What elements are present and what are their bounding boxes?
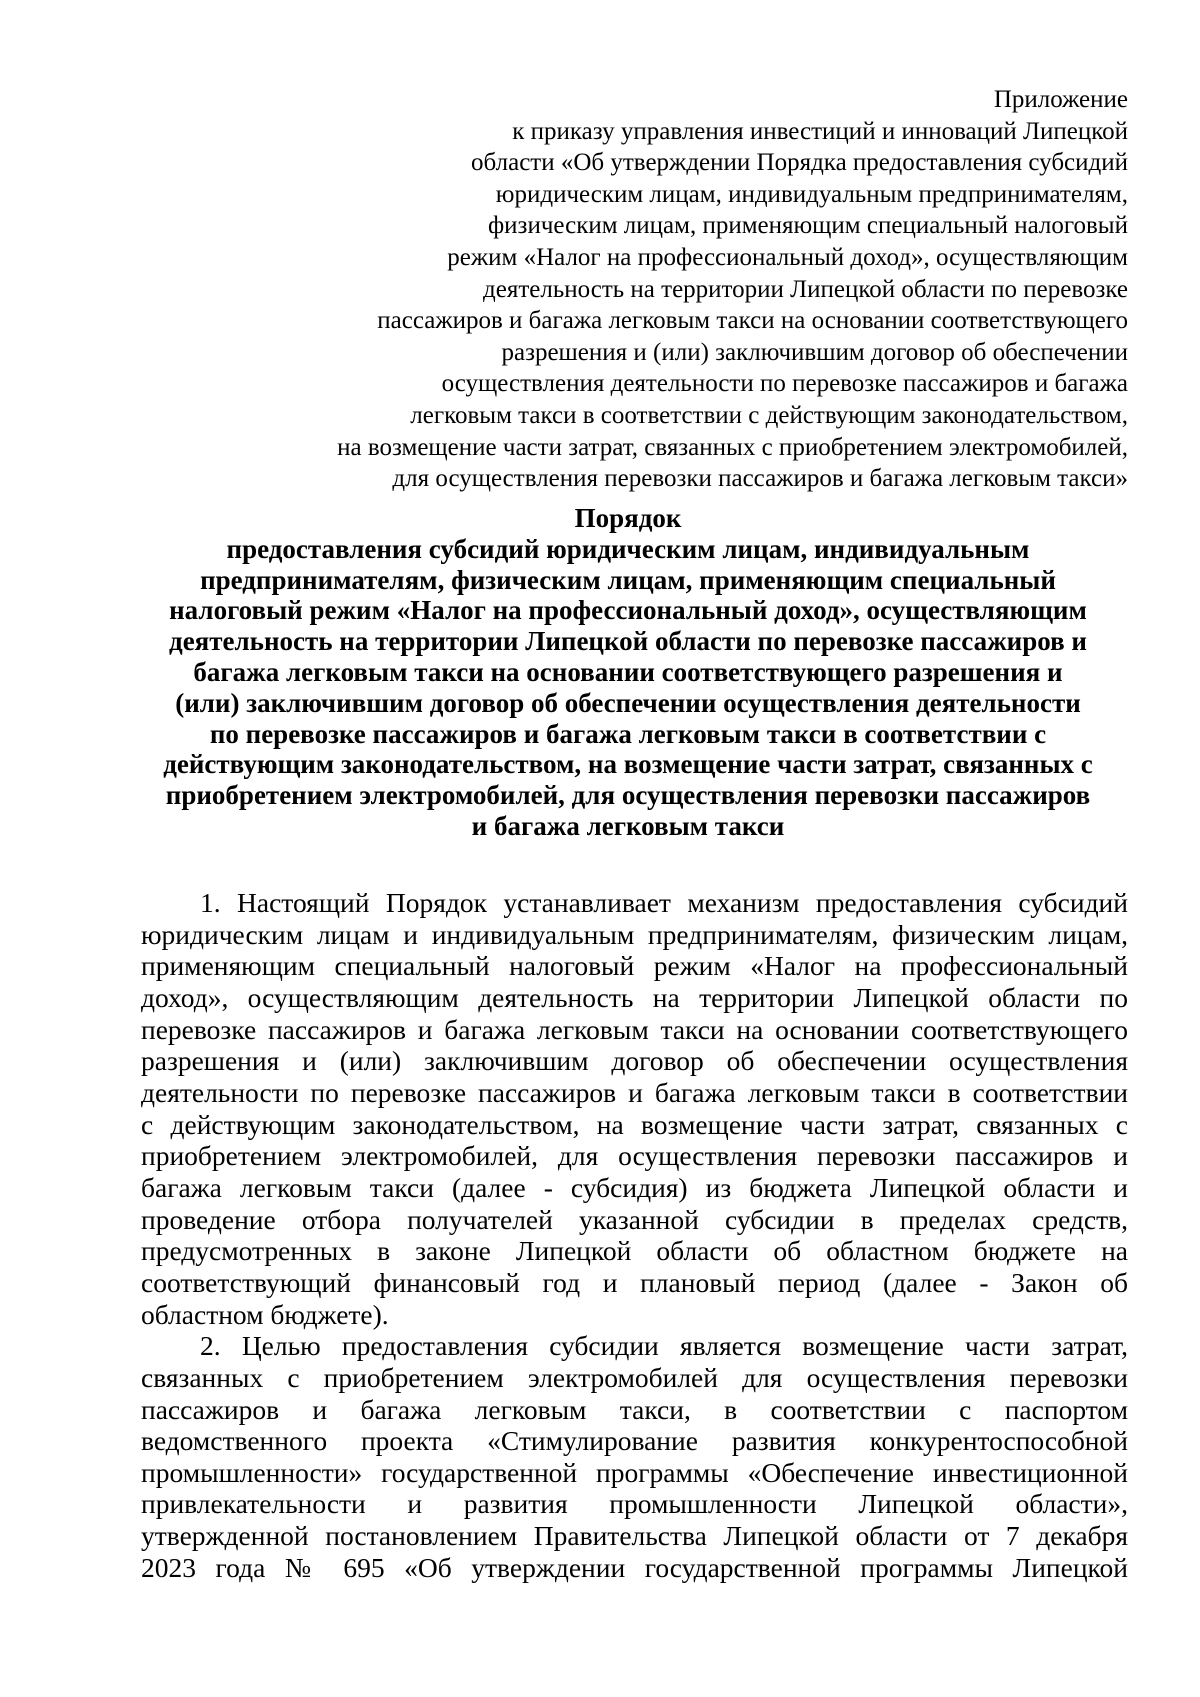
paragraph-line: юридическим лицам и индивидуальным предпринимателям, физическим лицам, <box>141 918 1128 950</box>
paragraph-line: разрешения и (или) заключившим договор об обеспечении осуществления <box>141 1045 1128 1077</box>
appendix-line: на возмещение части затрат, связанных с приобретением электромобилей, <box>337 433 1128 461</box>
paragraph-line: областном бюджете). <box>141 1298 389 1330</box>
appendix-line: разрешения и (или) заключившим договор об обеспечении <box>501 338 1128 366</box>
paragraph-line: 2. Целью предоставления субсидии является возмещение части затрат, <box>200 1330 1128 1362</box>
paragraph-line: предусмотренных в законе Липецкой области об областном бюджете на <box>141 1235 1128 1267</box>
title-line: Порядок <box>574 503 682 533</box>
appendix-line: осуществления деятельности по перевозке пассажиров и багажа <box>441 370 1128 398</box>
title-line: по перевозке пассажиров и багажа легковым такси в соответствии с <box>209 718 1047 749</box>
paragraph-line: с действующим законодательством, на возмещение части затрат, связанных с <box>141 1108 1128 1140</box>
paragraph-1 <box>141 887 1128 1330</box>
appendix-line: Приложение <box>993 86 1128 113</box>
title-line: багажа легковым такси на основании соответствующего разрешения и <box>193 656 1063 687</box>
title-line: деятельность на территории Липецкой области по перевозке пассажиров и <box>169 626 1087 657</box>
paragraph-line: связанных с приобретением электромобилей для осуществления перевозки <box>141 1361 1128 1393</box>
document-body <box>141 887 1128 1583</box>
title-line: предоставления субсидий юридическим лицам, индивидуальным <box>226 533 1030 564</box>
paragraph-line: багажа легковым такси (далее - субсидия) из бюджета Липецкой области и <box>141 1171 1128 1203</box>
appendix-heading <box>200 84 1128 495</box>
appendix-line: легковым такси в соответствии с действующим законодательством, <box>410 401 1128 429</box>
appendix-line: пассажиров и багажа легковым такси на основании соответствующего <box>377 307 1128 335</box>
paragraph-line: 1. Настоящий Порядок устанавливает механизм предоставления субсидий <box>200 887 1128 918</box>
appendix-line: физическим лицам, применяющим специальный налоговый <box>487 212 1128 240</box>
paragraph-line: деятельности по перевозке пассажиров и багажа легковым такси в соответствии <box>141 1076 1128 1108</box>
paragraph-line: проведение отбора получателей указанной субсидии в пределах средств, <box>141 1203 1128 1235</box>
paragraph-2 <box>141 1330 1128 1583</box>
title-line: предпринимателям, физическим лицам, применяющим специальный <box>200 564 1056 595</box>
appendix-line: для осуществления перевозки пассажиров и багажа легковым такси» <box>392 465 1128 493</box>
appendix-line: режим «Налог на профессиональный доход», осуществляющим <box>447 243 1128 271</box>
paragraph-line: соответствующий финансовый год и плановый период (далее - Закон об <box>141 1266 1128 1298</box>
paragraph-line: доход», осуществляющим деятельность на территории Липецкой области по <box>141 981 1128 1013</box>
appendix-line: юридическим лицам, индивидуальным предпринимателям, <box>495 180 1128 208</box>
paragraph-line: ведомственного проекта «Стимулирование развития конкурентоспособной <box>141 1425 1128 1457</box>
title-line: и багажа легковым такси <box>471 810 785 841</box>
paragraph-line: промышленности» государственной программы «Обеспечение инвестиционной <box>141 1456 1128 1488</box>
title-line: приобретением электромобилей, для осуществления перевозки пассажиров <box>165 780 1091 811</box>
appendix-line: деятельность на территории Липецкой области по перевозке <box>483 275 1128 303</box>
paragraph-line: применяющим специальный налоговый режим «Налог на профессиональный <box>141 950 1128 982</box>
document-title <box>128 503 1128 842</box>
paragraph-line: утвержденной постановлением Правительства Липецкой области от 7 декабря <box>141 1520 1128 1552</box>
paragraph-line: 2023 года № 695 «Об утверждении государственной программы Липецкой <box>141 1551 1128 1583</box>
paragraph-line: пассажиров и багажа легковым такси, в соответствии с паспортом <box>141 1393 1128 1425</box>
paragraph-line: приобретением электромобилей, для осуществления перевозки пассажиров и <box>141 1140 1128 1172</box>
appendix-line: области «Об утверждении Порядка предоставления субсидий <box>471 149 1128 177</box>
title-line: действующим законодательством, на возмещение части затрат, связанных с <box>163 749 1093 780</box>
paragraph-line: привлекательности и развития промышленности Липецкой области», <box>141 1488 1128 1520</box>
title-line: налоговый режим «Налог на профессиональный доход», осуществляющим <box>169 595 1087 626</box>
paragraph-line: перевозке пассажиров и багажа легковым такси на основании соответствующего <box>141 1013 1128 1045</box>
title-line: (или) заключившим договор об обеспечении осуществления деятельности <box>175 687 1081 718</box>
appendix-line: к приказу управления инвестиций и инноваций Липецкой <box>512 117 1128 145</box>
